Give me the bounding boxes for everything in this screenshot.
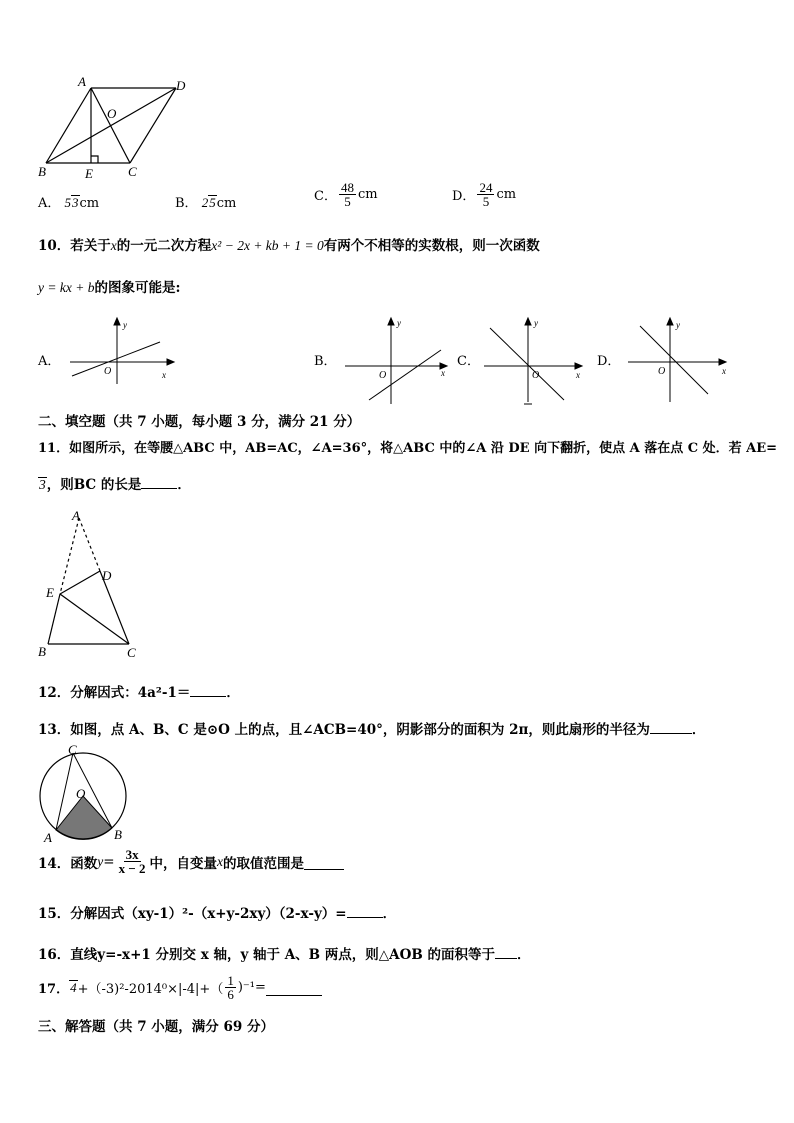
label-B: B: [38, 164, 46, 179]
svg-text:B: B: [38, 644, 46, 659]
q15: 15．分解因式（xy-1）²-（x+y-2xy）（2-x-y）= ．: [38, 906, 397, 922]
svg-text:y: y: [397, 318, 401, 328]
graph-a: [70, 316, 180, 386]
section-title-solutions: 三、解答题（共 7 小题，满分 69 分）: [38, 1019, 274, 1035]
q17: 17． 4 +（-3)²-2014⁰×|-4|+（ $\frac{1}{6}$ )⁻¹=: [38, 974, 322, 1001]
fraction: $\frac{24}{5}$: [479, 180, 493, 209]
svg-text:x: x: [576, 370, 580, 380]
svg-text:E: E: [46, 585, 54, 600]
label-C: C: [128, 164, 137, 179]
section-title-fill-blank: 二、填空题（共 7 小题，每小题 3 分，满分 21 分）: [38, 414, 361, 430]
triangle-figure: [30, 506, 150, 662]
q9-option-c[interactable]: C． $\frac{48}{5}$ cm: [314, 180, 378, 209]
q12: 12．分解因式：4a²-1＝ ．: [38, 685, 240, 701]
fraction: $\frac{1}{6}$: [227, 973, 234, 1002]
svg-text:y: y: [534, 318, 538, 328]
q14: 14．函数 y = $\frac{3x}{x - 2}$ 中，自变量 x 的取值范围是: [38, 848, 344, 875]
label-D: D: [176, 78, 186, 93]
answer-blank: [650, 733, 692, 734]
answer-blank: [304, 853, 344, 870]
svg-text:O: O: [104, 366, 112, 377]
svg-text:y: y: [123, 320, 127, 330]
svg-text:O: O: [532, 370, 540, 381]
label-O: O: [107, 106, 117, 121]
svg-text:O: O: [379, 370, 387, 381]
q9-option-d[interactable]: D． $\frac{24}{5}$ cm: [452, 180, 517, 209]
svg-text:A: A: [44, 830, 52, 844]
answer-blank: [266, 979, 322, 996]
q10-option-d[interactable]: D．: [597, 354, 621, 369]
q11-line2: 3，则BC 的长是 ．: [39, 477, 191, 493]
rhombus-figure: [30, 72, 200, 182]
circle-sector-figure: [36, 740, 132, 844]
q10-line1: 10．若关于x的一元二次方程x² − 2x + kb + 1 = 0有两个不相等的实数根，则一次函数: [38, 238, 540, 254]
q11-line1: 11．如图所示，在等腰△ABC 中，AB=AC，∠A=36°，将△ABC 中的∠A 沿 DE 向下翻折，使点 A 落在点 C 处．若 AE=: [38, 441, 778, 456]
q13: 13．如图，点 A、B、C 是⊙O 上的点，且∠ACB=40°，阴影部分的面积为 2π，则此扇形的半径为 ．: [38, 722, 706, 738]
svg-text:C: C: [127, 645, 136, 660]
q9-option-b[interactable]: B． 25cm: [175, 195, 237, 211]
answer-blank: [141, 488, 177, 489]
q10-option-b[interactable]: B．: [314, 354, 337, 369]
svg-text:D: D: [102, 568, 112, 583]
svg-text:x: x: [162, 370, 166, 380]
graph-b: [345, 314, 455, 406]
q10-option-c[interactable]: C．: [457, 354, 480, 369]
svg-text:y: y: [676, 320, 680, 330]
answer-blank: [495, 958, 517, 959]
svg-text:C: C: [68, 742, 77, 757]
label-A: A: [78, 74, 86, 89]
answer-blank: [347, 917, 383, 918]
q10-line2: y = kx + b的图象可能是:: [38, 280, 181, 296]
q16: 16．直线y=-x+1 分别交 x 轴，y 轴于 A、B 两点，则△AOB 的面积等于 ．: [38, 947, 531, 963]
svg-text:A: A: [72, 508, 80, 523]
q10-option-a[interactable]: A．: [38, 354, 61, 369]
svg-text:O: O: [658, 366, 666, 377]
svg-text:O: O: [76, 786, 86, 801]
label-E: E: [85, 166, 93, 181]
svg-text:x: x: [441, 368, 445, 378]
svg-text:x: x: [722, 366, 726, 376]
q9-option-a[interactable]: A． 53cm: [38, 195, 100, 211]
graph-d: [628, 316, 738, 406]
fraction: $\frac{3x}{x - 2}$: [118, 847, 146, 876]
fraction: $\frac{48}{5}$: [340, 180, 354, 209]
graph-c: [484, 314, 594, 408]
svg-text:B: B: [114, 827, 122, 842]
answer-blank: [190, 696, 226, 697]
